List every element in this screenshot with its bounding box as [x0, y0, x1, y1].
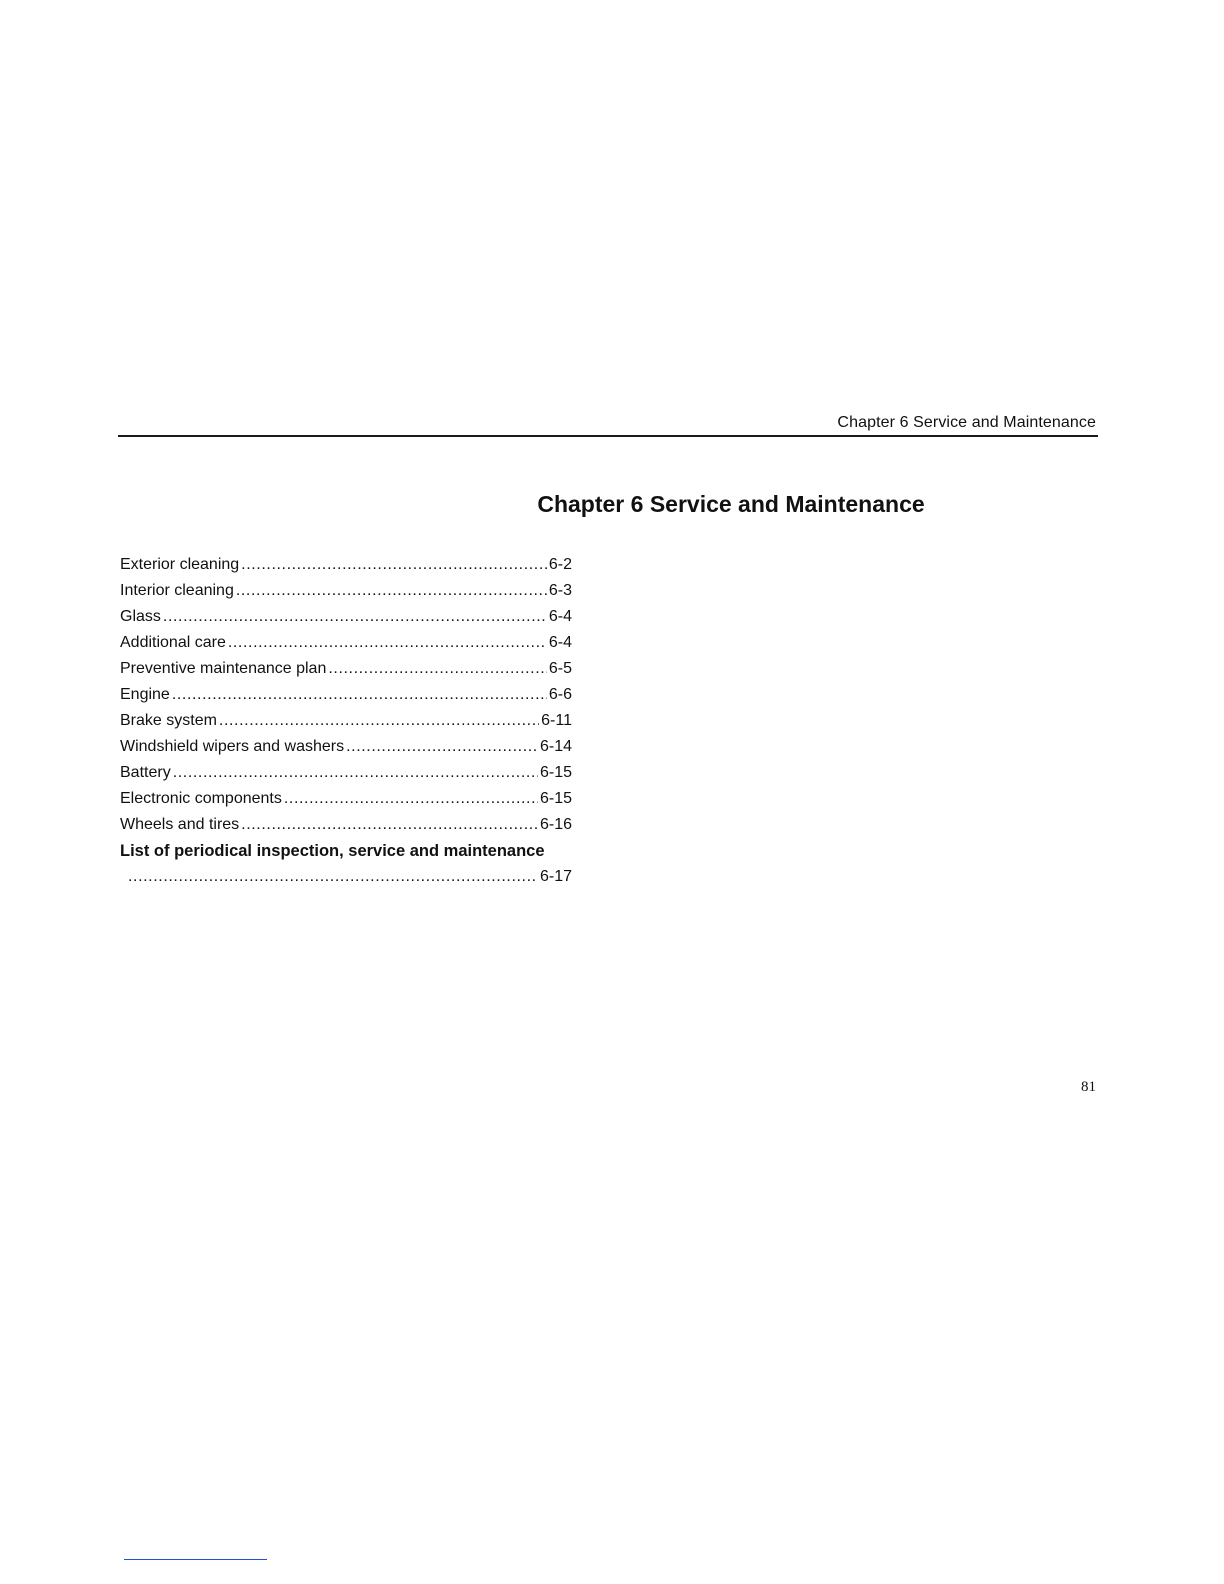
toc-leader-dots: [284, 787, 538, 811]
toc-entry-page: 6-11: [541, 712, 572, 729]
toc-leader-dots: [173, 761, 538, 785]
toc-entry-exterior-cleaning[interactable]: [120, 553, 572, 579]
toc-entry-label: Wheels and tires: [120, 816, 240, 833]
toc-entry-page: 6-15: [539, 790, 572, 807]
toc-entry-electronic-components[interactable]: [120, 787, 572, 813]
toc-entry-page: 6-2: [548, 556, 572, 573]
toc-entry-preventive-maintenance-plan[interactable]: [120, 657, 572, 683]
toc-entry-label: Preventive maintenance plan: [120, 660, 327, 677]
toc-entry-glass[interactable]: [120, 605, 572, 631]
toc-entry-label: Electronic components: [120, 790, 282, 807]
toc-leader-dots: [328, 657, 547, 681]
toc-leader-dots: [172, 683, 547, 707]
toc-leader-dots: [128, 865, 538, 889]
toc-leader-dots: [241, 813, 538, 837]
toc-entry-page: 6-6: [548, 686, 572, 703]
toc-entry-wheels-and-tires[interactable]: [120, 813, 572, 839]
toc-entry-label: Brake system: [120, 712, 217, 729]
table-of-contents: [120, 553, 572, 891]
toc-entry-periodical-inspection-page[interactable]: [120, 865, 572, 891]
toc-entry-page: 6-5: [548, 660, 572, 677]
toc-entry-label: Windshield wipers and washers: [120, 738, 345, 755]
toc-entry-page: 6-4: [548, 634, 572, 651]
toc-leader-dots: [228, 631, 547, 655]
toc-leader-dots: [236, 579, 547, 603]
toc-entry-battery[interactable]: [120, 761, 572, 787]
toc-leader-dots: [219, 709, 539, 733]
toc-entry-periodical-inspection-title[interactable]: [120, 839, 572, 865]
toc-entry-label: Additional care: [120, 634, 226, 651]
toc-entry-page: 6-14: [539, 738, 572, 755]
toc-leader-dots: [346, 735, 538, 759]
footnote-divider: [124, 1559, 267, 1560]
toc-entry-page: 6-15: [539, 764, 572, 781]
toc-entry-page: 6-17: [539, 868, 572, 885]
toc-leader-dots: [241, 553, 547, 577]
toc-entry-label: Battery: [120, 764, 171, 781]
running-header: Chapter 6 Service and Maintenance: [837, 414, 1096, 431]
toc-entry-label: Engine: [120, 686, 170, 703]
toc-entry-brake-system[interactable]: [120, 709, 572, 735]
toc-entry-engine[interactable]: [120, 683, 572, 709]
toc-entry-page: 6-3: [548, 582, 572, 599]
page-number: 81: [1081, 1079, 1096, 1095]
toc-entry-label: Glass: [120, 608, 161, 625]
toc-entry-page: 6-16: [539, 816, 572, 833]
toc-entry-label: Exterior cleaning: [120, 556, 240, 573]
toc-entry-additional-care[interactable]: [120, 631, 572, 657]
toc-entry-windshield-wipers-and-washers[interactable]: [120, 735, 572, 761]
toc-entry-page: 6-4: [548, 608, 572, 625]
toc-entry-interior-cleaning[interactable]: [120, 579, 572, 605]
toc-leader-dots: [163, 605, 547, 629]
header-divider: [118, 435, 1098, 437]
toc-entry-label: Interior cleaning: [120, 582, 234, 599]
chapter-title: Chapter 6 Service and Maintenance: [537, 491, 925, 517]
toc-entry-label: List of periodical inspection, service and maintenance: [120, 842, 545, 860]
